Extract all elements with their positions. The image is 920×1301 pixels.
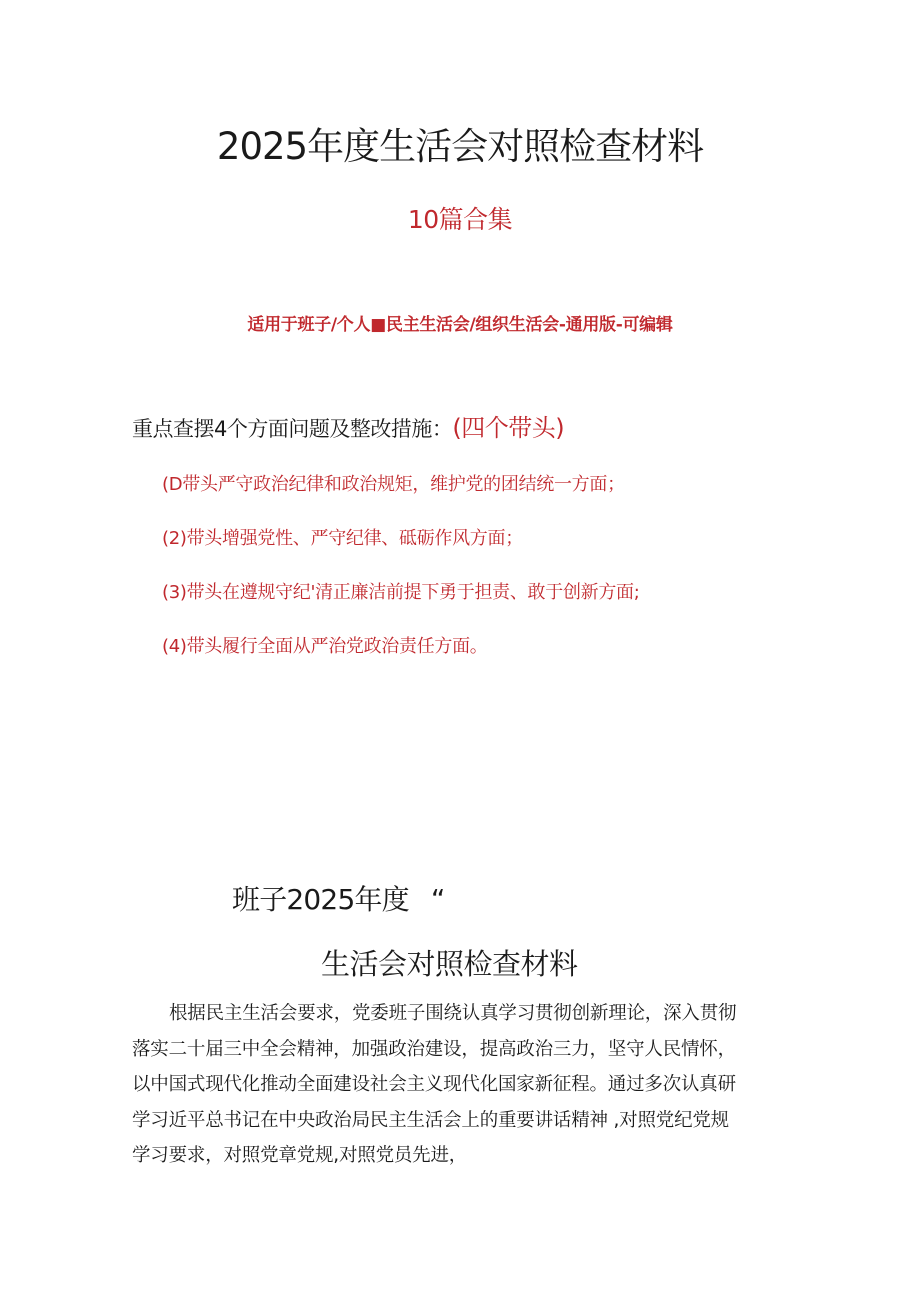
body-line-3: 以中国式现代化推动全面建设社会主义现代化国家新征程。通过多次认真研	[132, 1074, 736, 1095]
focus-item-2: (2)带头增强党性、严守纪律、砥砺作风方面；	[162, 528, 523, 549]
body-line-4: 学习近平总书记在中央政治局民主生活会上的重要讲话精神 ,对照党纪党规	[132, 1109, 729, 1131]
focus-item-3: (3)带头在遵规守纪'清正廉洁前提下勇于担责、敢于创新方面;	[162, 582, 640, 603]
document-subtitle: 10篇合集	[407, 205, 513, 234]
section-title-quote: “	[430, 883, 445, 916]
document-title: 2025年度生活会对照检查材料	[216, 125, 704, 168]
body-line-1: 根据民主生活会要求，党委班子围绕认真学习贯彻创新理论，深入贯彻	[169, 1003, 737, 1024]
focus-item-4: (4)带头履行全面从严治党政治责任方面。	[162, 636, 488, 657]
section-title-text: 班子2025年度	[232, 883, 409, 916]
applicability-note: 适用于班子/个人■民主生活会/组织生活会-通用版-可编辑	[247, 315, 673, 335]
section-title-line-1	[232, 878, 445, 918]
body-line-2: 落实二十届三中全会精神，加强政治建设，提高政治三力，坚守人民情怀，	[132, 1038, 736, 1060]
focus-label: 重点查摆4个方面问题及整改措施：	[132, 417, 453, 441]
body-line-5: 学习要求，对照党章党规,对照党员先进，	[132, 1145, 468, 1166]
focus-tag: (四个带头)	[452, 414, 565, 442]
section-body	[132, 996, 792, 1174]
section-title-line-2: 生活会对照检查材料	[321, 947, 578, 981]
focus-heading	[132, 408, 564, 443]
focus-item-1: (D带头严守政治纪律和政治规矩，维护党的团结统一方面；	[162, 474, 625, 495]
